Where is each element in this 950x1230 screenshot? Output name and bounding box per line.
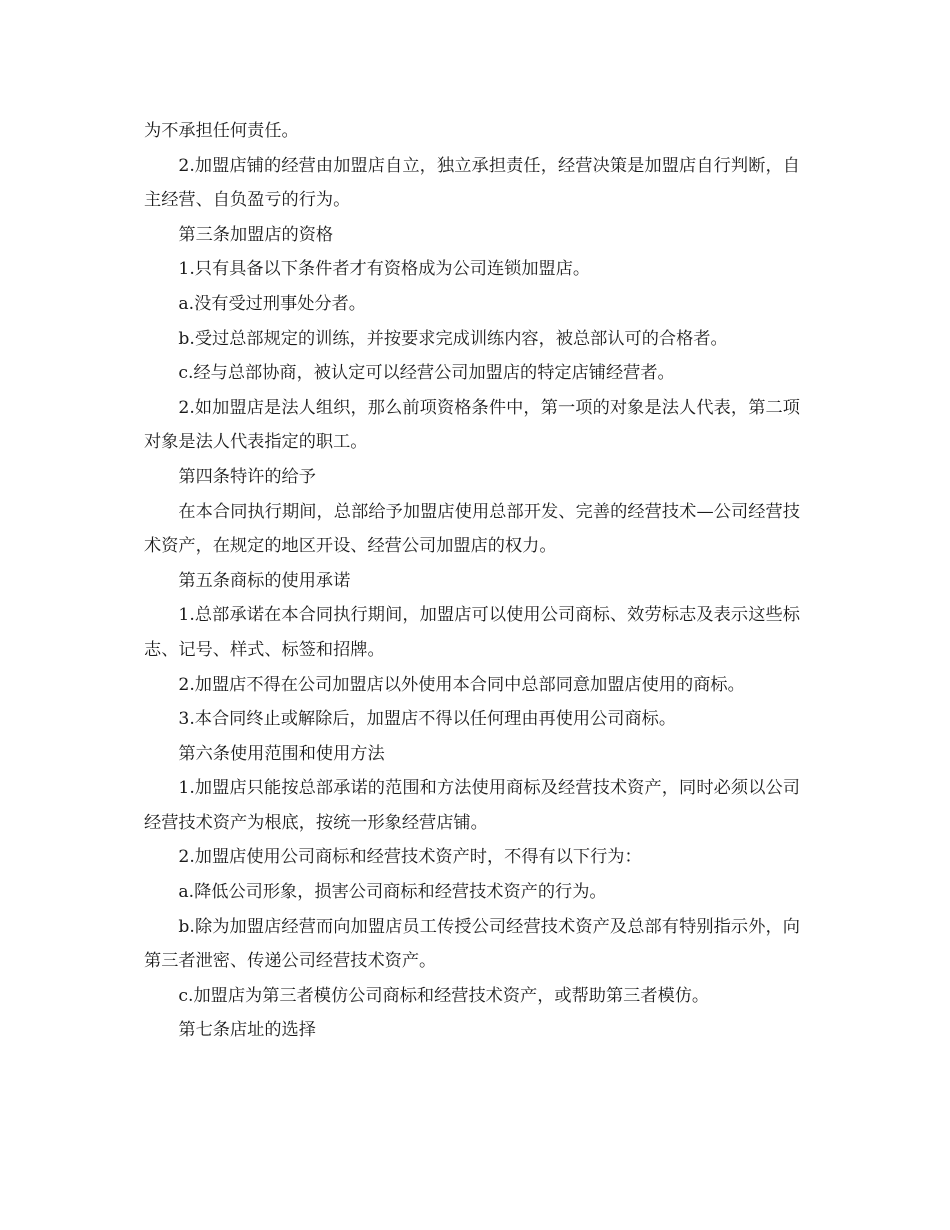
paragraph: 1.总部承诺在本合同执行期间，加盟店可以使用公司商标、效劳标志及表示这些标志、记号、样式、标签和招牌。 <box>144 605 800 660</box>
paragraph: 为不承担任何责任。 <box>144 121 299 141</box>
paragraph: c.经与总部协商，被认定可以经营公司加盟店的特定店铺经营者。 <box>178 363 675 384</box>
paragraph: 2.加盟店铺的经营由加盟店自立，独立承担责任，经营决策是加盟店自行判断，自主经营、自负盈亏的行为。 <box>144 155 800 211</box>
paragraph: 2.加盟店使用公司商标和经营技术资产时，不得有以下行为： <box>178 847 642 868</box>
paragraph: 1.加盟店只能按总部承诺的范围和方法使用商标及经营技术资产，同时必须以公司经营技术资产为根底，按统一形象经营店铺。 <box>144 778 800 833</box>
paragraph: b.受过总部规定的训练，并按要求完成训练内容，被总部认可的合格者。 <box>178 328 728 349</box>
paragraph: a.降低公司形象，损害公司商标和经营技术资产的行为。 <box>178 882 607 903</box>
paragraph: 3.本合同终止或解除后，加盟店不得以任何理由再使用公司商标。 <box>178 709 677 730</box>
paragraph: 2.如加盟店是法人组织，那么前项资格条件中，第一项的对象是法人代表，第二项对象是法人代表指定的职工。 <box>144 397 800 453</box>
paragraph: b.除为加盟店经营而向加盟店员工传授公司经营技术资产及总部有特别指示外，向第三者泄密、传递公司经营技术资产。 <box>144 916 800 972</box>
paragraph: 在本合同执行期间，总部给予加盟店使用总部开发、完善的经营技术—公司经营技术资产，在规定的地区开设、经营公司加盟店的权力。 <box>144 501 800 557</box>
article-heading: 第五条商标的使用承诺 <box>178 570 351 591</box>
paragraph: 1.只有具备以下条件者才有资格成为公司连锁加盟店。 <box>178 259 591 280</box>
article-heading: 第七条店址的选择 <box>178 1020 316 1041</box>
paragraph: c.加盟店为第三者模仿公司商标和经营技术资产，或帮助第三者模仿。 <box>178 985 710 1006</box>
article-heading: 第六条使用范围和使用方法 <box>178 743 385 764</box>
paragraph: a.没有受过刑事处分者。 <box>178 293 366 314</box>
paragraph: 2.加盟店不得在公司加盟店以外使用本合同中总部同意加盟店使用的商标。 <box>178 674 745 695</box>
document-body <box>144 114 800 1048</box>
article-heading: 第四条特许的给予 <box>178 466 316 487</box>
article-heading: 第三条加盟店的资格 <box>178 224 334 245</box>
